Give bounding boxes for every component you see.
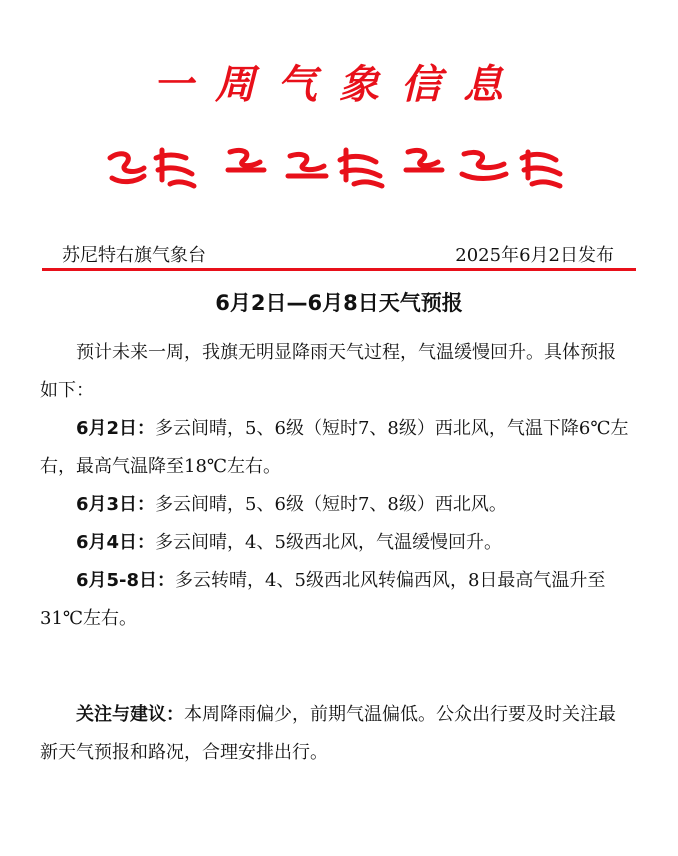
forecast-day-4 (40, 562, 630, 638)
intro-paragraph: 预计未来一周，我旗无明显降雨天气过程，气温缓慢回升。具体预报如下： (40, 342, 616, 401)
issuer-row (42, 244, 636, 268)
advice-section (40, 696, 630, 772)
day-text: 多云间晴，5、6级（短时7、8级）西北风。 (155, 494, 507, 515)
header-divider (42, 268, 636, 271)
advice-label: 关注与建议： (76, 704, 184, 725)
day-label: 6月2日： (76, 418, 156, 439)
forecast-day-1 (40, 410, 630, 486)
day-text: 多云间晴，4、5级西北风，气温缓慢回升。 (155, 532, 502, 553)
forecast-body (40, 334, 630, 638)
advice-paragraph (40, 696, 630, 772)
issuer-name: 苏尼特右旗气象台 (62, 245, 206, 266)
day-label: 6月4日： (76, 532, 156, 553)
forecast-day-2 (40, 486, 630, 524)
day-text: 多云间晴，5、6级（短时7、8级）西北风，气温下降6℃左右，最高气温降至18℃左右。 (40, 418, 629, 477)
mongolian-script-graphic (100, 140, 570, 190)
forecast-day-3 (40, 524, 630, 562)
day-label: 6月5-8日： (76, 570, 176, 591)
masthead-title: 一周气象信息 (153, 62, 525, 108)
day-text: 多云转晴，4、5级西北风转偏西风，8日最高气温升至31℃左右。 (40, 570, 606, 629)
advice-text: 本周降雨偏少，前期气温偏低。公众出行要及时关注最新天气预报和路况，合理安排出行。 (40, 704, 616, 763)
mongolian-script-title-icon (100, 140, 570, 190)
forecast-headline: 6月2日—6月8日天气预报 (215, 291, 463, 315)
issue-date: 2025年6月2日发布 (455, 245, 614, 266)
day-label: 6月3日： (76, 494, 156, 515)
